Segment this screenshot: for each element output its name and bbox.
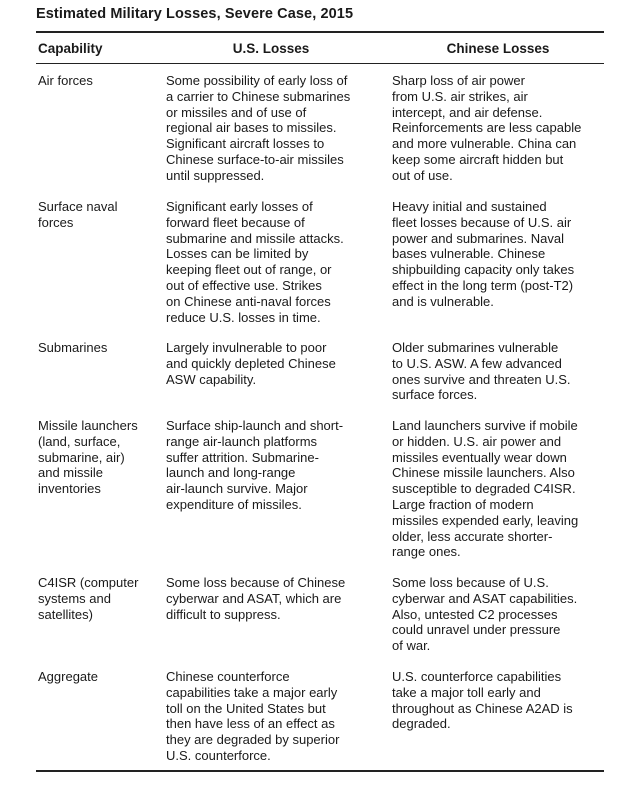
header-chinese-losses: Chinese Losses	[446, 41, 550, 56]
us-losses-cell: Some possibility of early loss of a carrier to Chinese submarines or missiles and of use of regional air bases to missiles. Significant aircraft losses to Chinese surface-to-air missiles until suppressed.	[166, 73, 351, 183]
capability-cell: Submarines	[38, 340, 108, 355]
chinese-losses-cell: Heavy initial and sustained fleet losses because of U.S. air power and submarines. Naval bases vulnerable. Chinese shipbuilding capacity only takes effect in the long term (post-T2) and is vulnerable.	[392, 199, 575, 309]
table-top-rule	[36, 31, 604, 33]
chinese-losses-cell: U.S. counterforce capabilities take a major toll early and throughout as Chinese A2AD is degraded.	[392, 669, 573, 732]
chinese-losses-cell: Older submarines vulnerable to U.S. ASW. A few advanced ones survive and threaten U.S. surface forces.	[392, 340, 571, 403]
capability-cell: Surface naval forces	[38, 199, 118, 230]
capability-cell: Aggregate	[38, 669, 98, 684]
table-header-rule	[36, 63, 604, 64]
us-losses-cell: Surface ship-launch and short- range air-launch platforms suffer attrition. Submarine- launch and long-range air-launch survive. Major expenditure of missiles.	[166, 418, 344, 512]
table-bottom-rule	[36, 770, 604, 772]
table-title: Estimated Military Losses, Severe Case, 2015	[36, 6, 354, 22]
capability-cell: Air forces	[38, 73, 93, 88]
us-losses-cell: Largely invulnerable to poor and quickly depleted Chinese ASW capability.	[166, 340, 336, 387]
us-losses-cell: Significant early losses of forward fleet because of submarine and missile attacks. Losses can be limited by keeping fleet out of range, or out of effective use. Strikes on Chinese anti-naval forces reduce U.S. losses in time.	[166, 199, 344, 325]
capability-cell: C4ISR (computer systems and satellites)	[38, 575, 139, 622]
us-losses-cell: Some loss because of Chinese cyberwar and ASAT, which are difficult to suppress.	[166, 575, 346, 622]
header-capability: Capability	[38, 41, 103, 56]
chinese-losses-cell: Sharp loss of air power from U.S. air strikes, air intercept, and air defense. Reinforcements are less capable and more vulnerable. China can keep some aircraft hidden but out of use.	[392, 73, 582, 183]
capability-cell: Missile launchers (land, surface, submarine, air) and missile inventories	[38, 418, 138, 497]
header-us-losses: U.S. Losses	[232, 41, 310, 56]
us-losses-cell: Chinese counterforce capabilities take a major early toll on the United States but then have less of an effect as they are degraded by superior U.S. counterforce.	[166, 669, 340, 763]
chinese-losses-cell: Some loss because of U.S. cyberwar and ASAT capabilities. Also, untested C2 processes could unravel under pressure of war.	[392, 575, 578, 654]
chinese-losses-cell: Land launchers survive if mobile or hidden. U.S. air power and missiles eventually wear down Chinese missile launchers. Also susceptible to degraded C4ISR. Large fraction of modern missiles expended early, leaving older, less accurate shorter- range ones.	[392, 418, 579, 560]
